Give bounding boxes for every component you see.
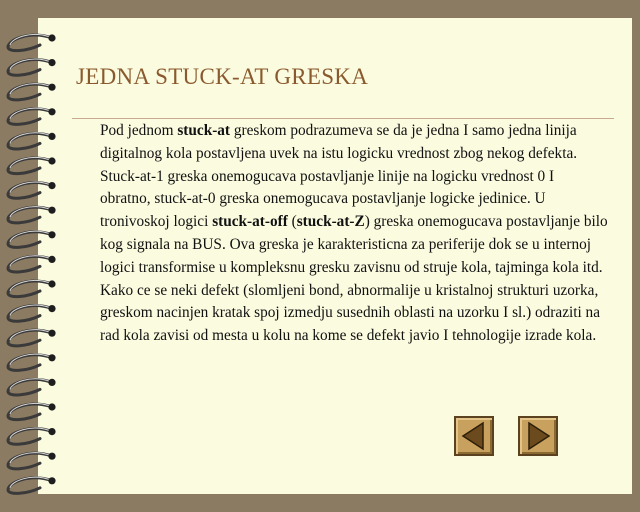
binding-hole: [48, 207, 55, 214]
spiral-ring: [8, 232, 52, 248]
binding-hole: [48, 403, 55, 410]
spiral-ring: [8, 330, 52, 346]
binding-hole: [48, 379, 55, 386]
binding-hole: [48, 34, 55, 41]
binding-hole: [48, 354, 55, 361]
binding-hole: [48, 231, 55, 238]
binding-hole: [48, 133, 55, 140]
spiral-ring: [8, 478, 52, 494]
next-button[interactable]: [518, 416, 558, 456]
spiral-binding: [0, 0, 60, 512]
binding-hole: [48, 280, 55, 287]
spiral-ring: [8, 453, 52, 469]
spiral-ring: [8, 306, 52, 322]
binding-hole: [48, 182, 55, 189]
spiral-ring: [8, 256, 52, 272]
binding-hole: [48, 157, 55, 164]
binding-hole: [48, 108, 55, 115]
spiral-ring: [8, 183, 52, 199]
spiral-ring: [8, 35, 52, 51]
spiral-ring: [8, 355, 52, 371]
left-triangle-icon: [456, 418, 492, 454]
spiral-ring: [8, 84, 52, 100]
page-title: JEDNA STUCK-AT GRESKA: [76, 64, 369, 89]
spiral-ring: [8, 60, 52, 76]
binding-hole: [48, 330, 55, 337]
binding-hole: [48, 453, 55, 460]
body-paragraph: Pod jednom stuck-at greskom podrazumeva se da je jedna I samo jedna linija digitalnog kola postavljena uvek na istu logicku vrednost zbog nekog defekta. Stuck-at-1 greska onemogucava postavljanje linije na logicku vrednost 0 I obratno, stuck-at-0 greska onemogucava postavljanje logicke jedinice. U tronivoskoj logici stuck-at-off (stuck-at-Z) greska onemogucava postavljanje bilo kog signala na BUS. Ova greska je karakteristicna za periferije dok se u internoj logici transformise u kompleksnu gresku zavisnu od struje kola, tajminga kola itd. Kako ce se neki defekt (slomljeni bond, abnormalije u kristalnoj strukturi uzorka, greskom nacinjen kratak spoj izmedju susednih oblasti na uzorku I sl.) odraziti na rad kola zavisi od mesta u kolu na kome se defekt javio I tehnologije izrade kola.: [100, 122, 608, 345]
binding-hole: [48, 84, 55, 91]
spiral-ring: [8, 379, 52, 395]
spiral-ring: [8, 158, 52, 174]
binding-hole: [48, 256, 55, 263]
right-triangle-icon: [520, 418, 556, 454]
binding-hole: [48, 305, 55, 312]
spiral-ring: [8, 429, 52, 445]
spiral-ring: [8, 109, 52, 125]
previous-button[interactable]: [454, 416, 494, 456]
spiral-ring: [8, 133, 52, 149]
title-divider: [72, 118, 614, 119]
spiral-ring: [8, 207, 52, 223]
spiral-ring: [8, 281, 52, 297]
binding-hole: [48, 477, 55, 484]
binding-hole: [48, 59, 55, 66]
binding-hole: [48, 428, 55, 435]
spiral-ring: [8, 404, 52, 420]
